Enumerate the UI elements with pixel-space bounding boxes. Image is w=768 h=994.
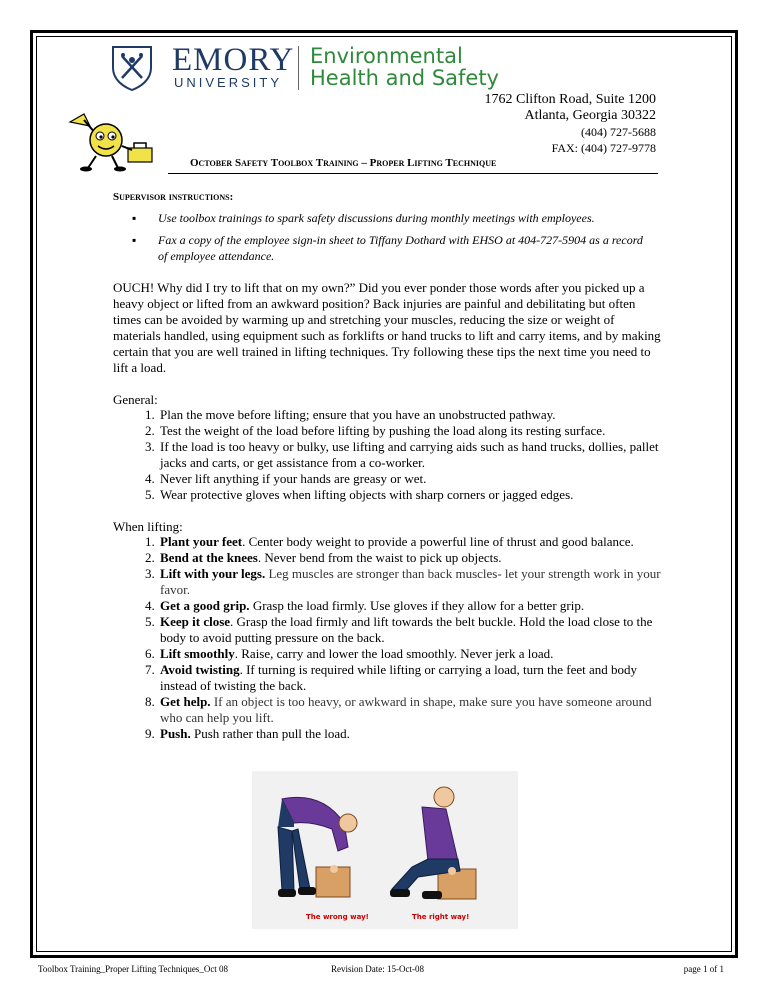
list-item: 4. Never lift anything if your hands are greasy or wet.	[158, 471, 661, 487]
footer-page: page 1 of 1	[683, 964, 724, 974]
emory-shield-icon	[110, 44, 154, 92]
list-item	[158, 534, 661, 550]
toolbox-mascot-icon	[66, 112, 156, 172]
general-list	[113, 407, 661, 503]
list-item: 5. Wear protective gloves when lifting objects with sharp corners or jagged edges.	[158, 487, 661, 503]
list-item	[158, 646, 661, 662]
wrong-way-label: The wrong way!	[306, 913, 369, 921]
address-city: Atlanta, Georgia 30322	[524, 108, 656, 123]
department-name-line1: Environmental	[310, 44, 463, 68]
supervisor-list	[132, 210, 652, 270]
tip-title: Avoid twisting	[160, 662, 240, 677]
tip-text: Grasp the load firmly. Use gloves if they allow for a better grip.	[249, 598, 585, 613]
tip-title: Lift smoothly	[160, 646, 235, 661]
tip-text: . Never bend from the waist to pick up objects.	[257, 550, 502, 565]
tip-title: Push.	[160, 726, 191, 741]
list-item: 2. Test the weight of the load before lifting by pushing the load along its resting surface.	[158, 423, 661, 439]
list-item	[158, 694, 661, 726]
tip-title: Lift with your legs.	[160, 566, 266, 581]
address-phone: (404) 727-5688	[581, 125, 656, 139]
document-title: October Safety Toolbox Training – Proper Lifting Technique	[190, 157, 497, 169]
list-item: 3. If the load is too heavy or bulky, use lifting and carrying aids such as hand trucks, dollies, pallet jacks and carts, or get assistance from a co-worker.	[158, 439, 661, 471]
tip-title: Plant your feet	[160, 534, 243, 549]
list-item	[158, 566, 661, 598]
department-name-line2: Health and Safety	[310, 66, 499, 90]
tip-text: Leg muscles are stronger than back muscles- let your strength work in your favor.	[160, 566, 661, 597]
university-name: EMORY	[172, 42, 295, 78]
tip-text: . Grasp the load firmly and lift towards the belt buckle. Hold the load close to the body to avoid putting pressure on the back.	[160, 614, 653, 645]
list-item	[158, 662, 661, 694]
logo-divider	[298, 46, 299, 90]
address-fax: FAX: (404) 727-9778	[551, 141, 656, 155]
tip-title: Keep it close	[160, 614, 231, 629]
general-heading: General:	[113, 392, 158, 407]
address-street: 1762 Clifton Road, Suite 1200	[484, 92, 656, 107]
tip-title: Get help.	[160, 694, 211, 709]
tip-text: Push rather than pull the load.	[190, 726, 350, 741]
list-item: ▪ Fax a copy of the employee sign-in sheet to Tiffany Dothard with EHSO at 404-727-5904 as a record of employee attendance.	[132, 232, 652, 264]
tip-text: . Raise, carry and lower the load smoothly. Never jerk a load.	[234, 646, 554, 661]
lifting-illustration	[252, 771, 518, 929]
right-way-label: The right way!	[412, 913, 470, 921]
tip-title: Get a good grip.	[160, 598, 250, 613]
list-item	[158, 614, 661, 646]
tip-text: . If turning is required while lifting or carrying a load, turn the feet and body instead of twisting the back.	[160, 662, 638, 693]
list-item	[158, 598, 661, 614]
title-rule	[168, 173, 658, 174]
supervisor-heading: Supervisor instructions:	[113, 191, 234, 203]
intro-paragraph: OUCH! Why did I try to lift that on my own?” Did you ever ponder those words after you picked up a heavy object or lifted from an awkward position? Back injuries are painful and debilitating but often times can be avoided by warming up and stretching your muscles, reducing the size or weight of materials handled, using equipment such as forklifts or hand trucks to lift and carry items, and by making certain that you are well trained in lifting techniques. Try following these tips the next time you need to lift a load.	[113, 280, 661, 375]
list-item: 1. Plan the move before lifting; ensure that you have an unobstructed pathway.	[158, 407, 661, 423]
footer-revision: Revision Date: 15-Oct-08	[331, 964, 424, 974]
tip-text: If an object is too heavy, or awkward in shape, make sure you have someone around who can help you lift.	[160, 694, 652, 725]
list-item	[158, 726, 661, 742]
university-sub: UNIVERSITY	[174, 75, 283, 90]
list-item: ▪ Use toolbox trainings to spark safety discussions during monthly meetings with employees.	[132, 210, 652, 226]
list-item	[158, 550, 661, 566]
tip-text: . Center body weight to provide a powerful line of thrust and good balance.	[242, 534, 634, 549]
emory-ehs-logo	[110, 42, 499, 94]
address-block	[485, 92, 657, 156]
footer-doc-name: Toolbox Training_Proper Lifting Techniques_Oct 08	[38, 964, 229, 974]
lifting-list	[113, 534, 661, 742]
tip-title: Bend at the knees	[160, 550, 258, 565]
lifting-heading: When lifting:	[113, 519, 183, 534]
